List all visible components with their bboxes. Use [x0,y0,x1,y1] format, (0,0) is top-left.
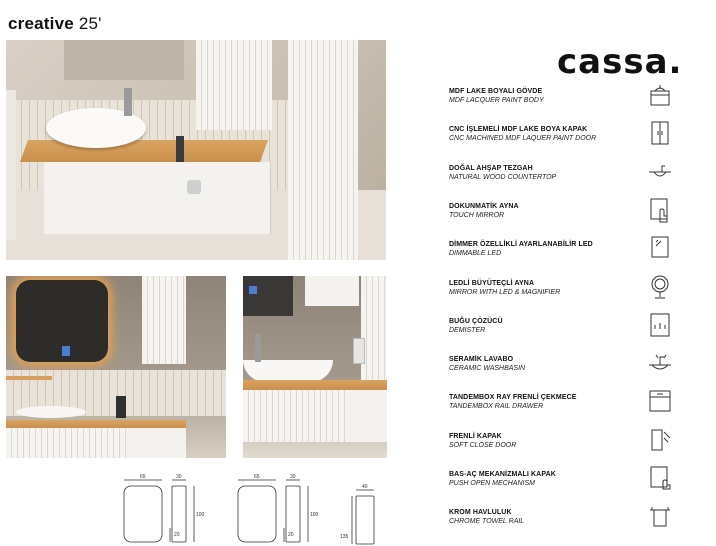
feature-title-en: TOUCH MIRROR [449,212,505,219]
dim-2-depth: 30 [290,474,296,480]
feature-title-tr: CNC İŞLEMELİ MDF LAKE BOYA KAPAK [449,126,588,133]
feature-title-en: MDF LACQUER PAINT BODY [449,97,544,104]
feature-title-en: CHROME TOWEL RAIL [449,518,525,525]
feature-title-en: MIRROR WITH LED & MAGNIFIER [449,289,561,296]
feature-title-tr: KROM HAVLULUK [449,509,512,516]
dim-2-shelf: 20 [288,532,294,538]
push-open-icon [646,464,674,492]
dim-2-height: 100 [310,512,319,518]
feature-title-tr: SERAMİK LAVABO [449,356,514,363]
magnifier-mirror-icon [646,273,674,301]
dim-2-width: 65 [254,474,260,480]
feature-item [449,87,619,105]
feature-title-en: DEMISTER [449,327,486,334]
dim-3-height: 135 [340,534,349,540]
feature-title-en: SOFT CLOSE DOOR [449,442,517,449]
dimmable-led-icon [646,234,674,262]
cabinet-doors-icon [646,119,674,147]
countertop-sink-icon [646,158,674,186]
feature-item [449,393,619,411]
dim-1-height: 100 [196,512,205,518]
feature-item [449,125,619,143]
feature-title-tr: LEDLİ BÜYÜTEÇLİ AYNA [449,280,535,287]
dim-1-width: 65 [140,474,146,480]
main-product-photo [6,40,386,260]
vanity-cabinet-icon [646,81,674,109]
technical-drawings [110,474,510,546]
feature-title-tr: DOKUNMATİK AYNA [449,203,519,210]
feature-title-en: PUSH OPEN MECHANISM [449,480,535,487]
feature-title-en: DIMMABLE LED [449,250,502,257]
dim-1-depth: 30 [176,474,182,480]
feature-title-tr: FRENLİ KAPAK [449,433,502,440]
feature-title-tr: DOĞAL AHŞAP TEZGAH [449,165,533,172]
brand-logo: cassa. [557,42,683,82]
feature-title-tr: DİMMER ÖZELLİKLİ AYARLANABİLİR LED [449,241,593,248]
feature-title-tr: BAS-AÇ MEKANİZMALI KAPAK [449,471,556,478]
vanity-side-view-photo [243,276,387,458]
ceramic-basin-icon [646,349,674,377]
feature-item [449,240,619,258]
feature-title-tr: TANDEMBOX RAY FRENLİ ÇEKMECE [449,394,577,401]
drawer-icon [646,387,674,415]
feature-title-en: CERAMIC WASHBASIN [449,365,526,372]
towel-rail-icon [646,502,674,530]
feature-title-en: CNC MACHINED MDF LAQUER PAINT DOOR [449,135,597,142]
touch-mirror-icon [646,196,674,224]
vanity-with-mirror-photo [6,276,226,458]
dim-1-shelf: 20 [174,532,180,538]
dim-3-width: 40 [362,484,368,490]
feature-title-en: TANDEMBOX RAIL DRAWER [449,403,544,410]
feature-title-tr: BUĞU ÇÖZÜCÜ [449,318,503,325]
catalog-title: creative 25' [8,14,102,33]
feature-item [449,317,619,335]
feature-item [449,432,619,450]
feature-title-tr: MDF LAKE BOYALI GÖVDE [449,88,543,95]
feature-title-en: NATURAL WOOD COUNTERTOP [449,174,557,181]
soft-close-door-icon [646,426,674,454]
feature-item [449,355,619,373]
feature-item [449,279,619,297]
feature-item [449,164,619,182]
demister-icon [646,311,674,339]
feature-item [449,202,619,220]
